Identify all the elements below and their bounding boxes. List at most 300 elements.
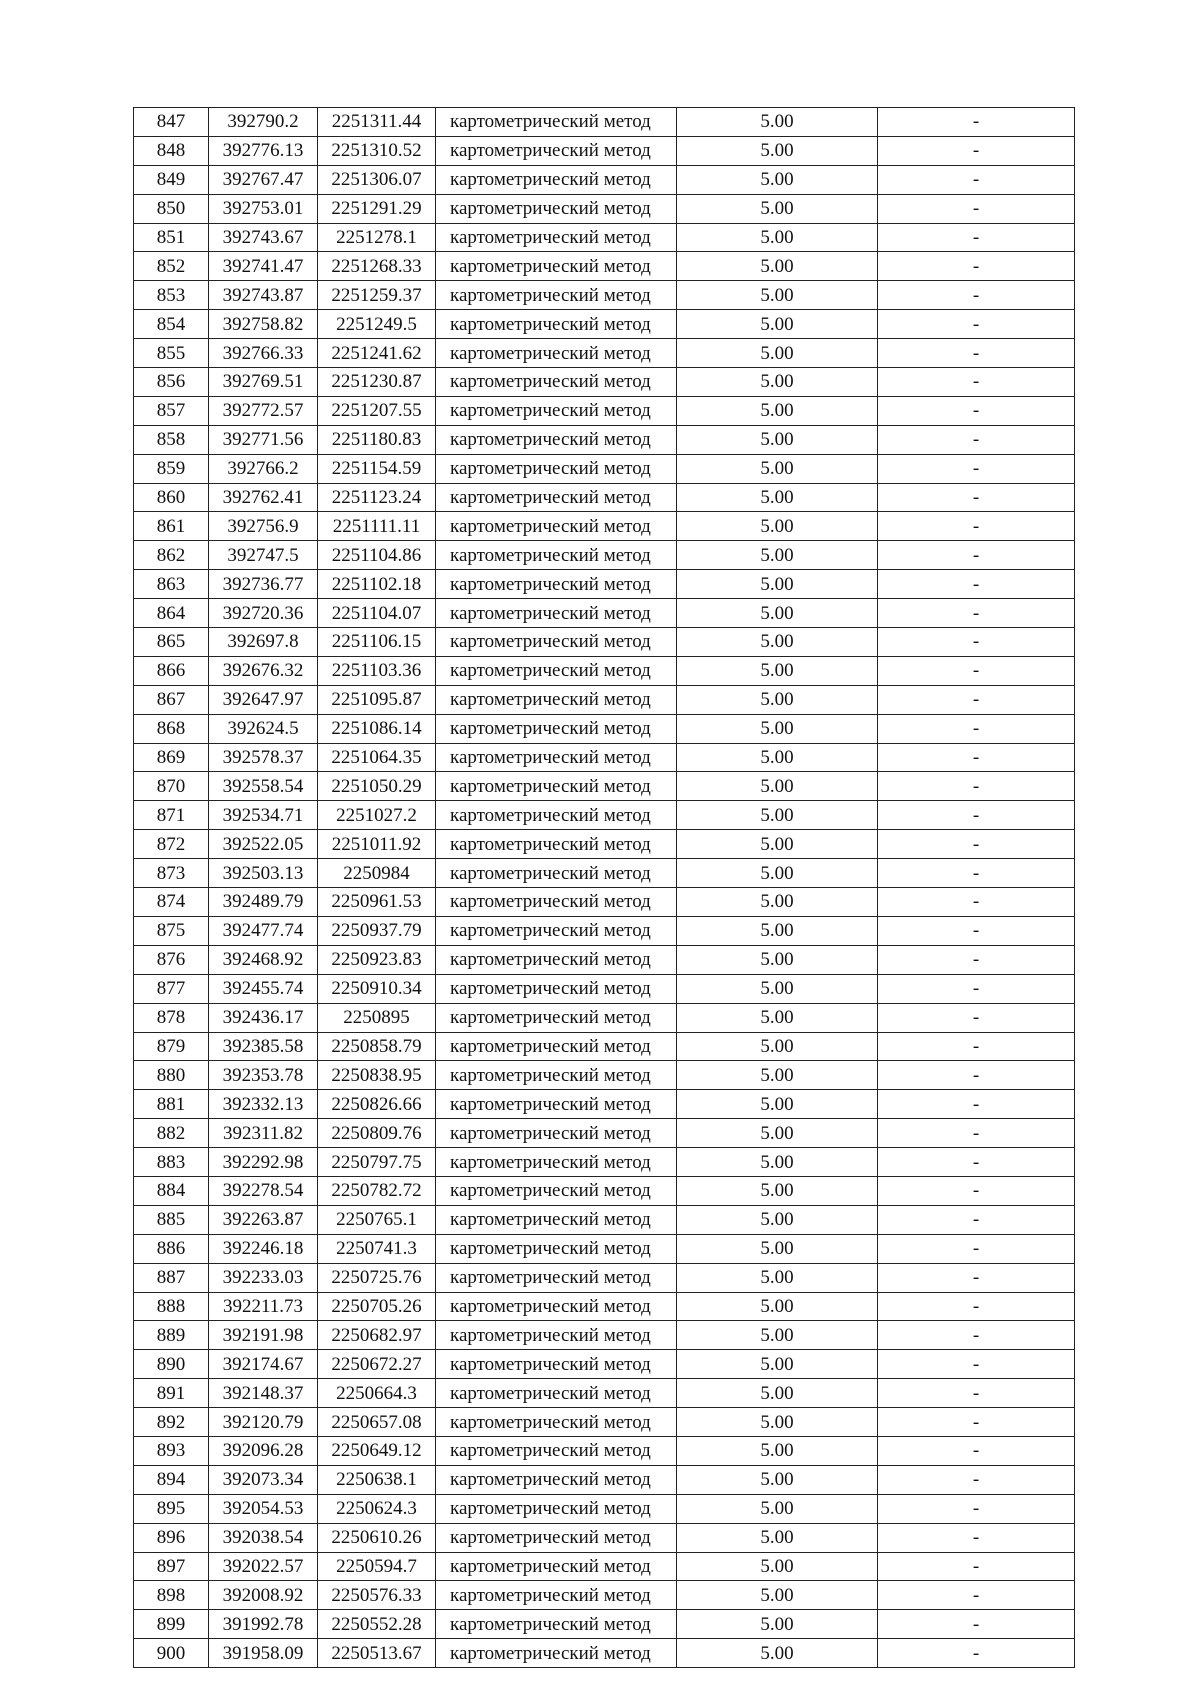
accuracy-cell: 5.00 (677, 483, 878, 512)
accuracy-cell: 5.00 (677, 1610, 878, 1639)
y-coordinate-cell: 2250797.75 (318, 1148, 436, 1177)
description-cell: - (878, 599, 1075, 628)
method-cell: картометрический метод (436, 1205, 677, 1234)
point-number-cell: 895 (134, 1494, 209, 1523)
table-row (134, 916, 1075, 945)
point-number-cell: 859 (134, 454, 209, 483)
accuracy-cell: 5.00 (677, 512, 878, 541)
x-coordinate-cell: 392769.51 (209, 368, 318, 397)
point-number-cell: 855 (134, 339, 209, 368)
y-coordinate-cell: 2251123.24 (318, 483, 436, 512)
x-coordinate-cell: 392647.97 (209, 685, 318, 714)
method-cell: картометрический метод (436, 743, 677, 772)
table-row (134, 194, 1075, 223)
x-coordinate-cell: 392311.82 (209, 1119, 318, 1148)
accuracy-cell: 5.00 (677, 772, 878, 801)
y-coordinate-cell: 2250741.3 (318, 1234, 436, 1263)
y-coordinate-cell: 2250664.3 (318, 1379, 436, 1408)
y-coordinate-cell: 2250858.79 (318, 1032, 436, 1061)
point-number-cell: 880 (134, 1061, 209, 1090)
table-row (134, 310, 1075, 339)
y-coordinate-cell: 2250782.72 (318, 1176, 436, 1205)
accuracy-cell: 5.00 (677, 743, 878, 772)
accuracy-cell: 5.00 (677, 368, 878, 397)
description-cell: - (878, 945, 1075, 974)
point-number-cell: 883 (134, 1148, 209, 1177)
accuracy-cell: 5.00 (677, 974, 878, 1003)
x-coordinate-cell: 392054.53 (209, 1494, 318, 1523)
y-coordinate-cell: 2250705.26 (318, 1292, 436, 1321)
accuracy-cell: 5.00 (677, 1032, 878, 1061)
description-cell: - (878, 454, 1075, 483)
y-coordinate-cell: 2250725.76 (318, 1263, 436, 1292)
y-coordinate-cell: 2251180.83 (318, 425, 436, 454)
x-coordinate-cell: 392767.47 (209, 165, 318, 194)
point-number-cell: 850 (134, 194, 209, 223)
method-cell: картометрический метод (436, 830, 677, 859)
point-number-cell: 891 (134, 1379, 209, 1408)
point-number-cell: 876 (134, 945, 209, 974)
table-row (134, 859, 1075, 888)
point-number-cell: 896 (134, 1523, 209, 1552)
x-coordinate-cell: 392120.79 (209, 1408, 318, 1437)
point-number-cell: 890 (134, 1350, 209, 1379)
y-coordinate-cell: 2251241.62 (318, 339, 436, 368)
description-cell: - (878, 1436, 1075, 1465)
accuracy-cell: 5.00 (677, 830, 878, 859)
table-row (134, 1494, 1075, 1523)
method-cell: картометрический метод (436, 136, 677, 165)
description-cell: - (878, 281, 1075, 310)
y-coordinate-cell: 2251268.33 (318, 252, 436, 281)
description-cell: - (878, 1148, 1075, 1177)
description-cell: - (878, 830, 1075, 859)
method-cell: картометрический метод (436, 310, 677, 339)
table-row (134, 1234, 1075, 1263)
method-cell: картометрический метод (436, 483, 677, 512)
accuracy-cell: 5.00 (677, 1523, 878, 1552)
x-coordinate-cell: 392489.79 (209, 888, 318, 917)
method-cell: картометрический метод (436, 252, 677, 281)
point-number-cell: 848 (134, 136, 209, 165)
accuracy-cell: 5.00 (677, 1263, 878, 1292)
method-cell: картометрический метод (436, 1581, 677, 1610)
x-coordinate-cell: 392772.57 (209, 396, 318, 425)
x-coordinate-cell: 392766.33 (209, 339, 318, 368)
point-number-cell: 867 (134, 685, 209, 714)
table-row (134, 1148, 1075, 1177)
coordinates-table (133, 107, 1075, 1668)
y-coordinate-cell: 2250649.12 (318, 1436, 436, 1465)
table-row (134, 368, 1075, 397)
x-coordinate-cell: 392292.98 (209, 1148, 318, 1177)
y-coordinate-cell: 2251207.55 (318, 396, 436, 425)
y-coordinate-cell: 2251291.29 (318, 194, 436, 223)
method-cell: картометрический метод (436, 685, 677, 714)
point-number-cell: 858 (134, 425, 209, 454)
point-number-cell: 849 (134, 165, 209, 194)
x-coordinate-cell: 392038.54 (209, 1523, 318, 1552)
point-number-cell: 893 (134, 1436, 209, 1465)
table-row (134, 136, 1075, 165)
accuracy-cell: 5.00 (677, 310, 878, 339)
method-cell: картометрический метод (436, 1234, 677, 1263)
method-cell: картометрический метод (436, 772, 677, 801)
table-row (134, 772, 1075, 801)
description-cell: - (878, 1494, 1075, 1523)
method-cell: картометрический метод (436, 1552, 677, 1581)
description-cell: - (878, 1003, 1075, 1032)
method-cell: картометрический метод (436, 1176, 677, 1205)
table-row (134, 1379, 1075, 1408)
point-number-cell: 892 (134, 1408, 209, 1437)
accuracy-cell: 5.00 (677, 1061, 878, 1090)
x-coordinate-cell: 392776.13 (209, 136, 318, 165)
y-coordinate-cell: 2250682.97 (318, 1321, 436, 1350)
x-coordinate-cell: 392790.2 (209, 108, 318, 137)
description-cell: - (878, 108, 1075, 137)
method-cell: картометрический метод (436, 1321, 677, 1350)
table-row (134, 1176, 1075, 1205)
x-coordinate-cell: 392096.28 (209, 1436, 318, 1465)
table-row (134, 1639, 1075, 1668)
point-number-cell: 852 (134, 252, 209, 281)
description-cell: - (878, 1552, 1075, 1581)
description-cell: - (878, 425, 1075, 454)
description-cell: - (878, 339, 1075, 368)
method-cell: картометрический метод (436, 599, 677, 628)
accuracy-cell: 5.00 (677, 1581, 878, 1610)
method-cell: картометрический метод (436, 1408, 677, 1437)
method-cell: картометрический метод (436, 1436, 677, 1465)
description-cell: - (878, 656, 1075, 685)
y-coordinate-cell: 2251230.87 (318, 368, 436, 397)
table-row (134, 1552, 1075, 1581)
accuracy-cell: 5.00 (677, 1148, 878, 1177)
y-coordinate-cell: 2251311.44 (318, 108, 436, 137)
description-cell: - (878, 1292, 1075, 1321)
accuracy-cell: 5.00 (677, 252, 878, 281)
method-cell: картометрический метод (436, 1465, 677, 1494)
table-row (134, 945, 1075, 974)
y-coordinate-cell: 2250624.3 (318, 1494, 436, 1523)
x-coordinate-cell: 392534.71 (209, 801, 318, 830)
y-coordinate-cell: 2251154.59 (318, 454, 436, 483)
y-coordinate-cell: 2251064.35 (318, 743, 436, 772)
accuracy-cell: 5.00 (677, 454, 878, 483)
x-coordinate-cell: 392503.13 (209, 859, 318, 888)
table-row (134, 1090, 1075, 1119)
x-coordinate-cell: 392211.73 (209, 1292, 318, 1321)
description-cell: - (878, 685, 1075, 714)
x-coordinate-cell: 392743.87 (209, 281, 318, 310)
description-cell: - (878, 368, 1075, 397)
description-cell: - (878, 1523, 1075, 1552)
x-coordinate-cell: 392676.32 (209, 656, 318, 685)
table-row (134, 1523, 1075, 1552)
accuracy-cell: 5.00 (677, 223, 878, 252)
y-coordinate-cell: 2250923.83 (318, 945, 436, 974)
point-number-cell: 898 (134, 1581, 209, 1610)
accuracy-cell: 5.00 (677, 136, 878, 165)
method-cell: картометрический метод (436, 1148, 677, 1177)
accuracy-cell: 5.00 (677, 541, 878, 570)
description-cell: - (878, 1176, 1075, 1205)
x-coordinate-cell: 392008.92 (209, 1581, 318, 1610)
y-coordinate-cell: 2251103.36 (318, 656, 436, 685)
description-cell: - (878, 165, 1075, 194)
table-row (134, 570, 1075, 599)
accuracy-cell: 5.00 (677, 1003, 878, 1032)
method-cell: картометрический метод (436, 1119, 677, 1148)
method-cell: картометрический метод (436, 425, 677, 454)
x-coordinate-cell: 392720.36 (209, 599, 318, 628)
accuracy-cell: 5.00 (677, 916, 878, 945)
x-coordinate-cell: 392522.05 (209, 830, 318, 859)
method-cell: картометрический метод (436, 1003, 677, 1032)
method-cell: картометрический метод (436, 1061, 677, 1090)
description-cell: - (878, 396, 1075, 425)
accuracy-cell: 5.00 (677, 1465, 878, 1494)
x-coordinate-cell: 392743.67 (209, 223, 318, 252)
y-coordinate-cell: 2251106.15 (318, 628, 436, 657)
x-coordinate-cell: 392477.74 (209, 916, 318, 945)
description-cell: - (878, 859, 1075, 888)
x-coordinate-cell: 392758.82 (209, 310, 318, 339)
method-cell: картометрический метод (436, 1610, 677, 1639)
table-row (134, 512, 1075, 541)
point-number-cell: 865 (134, 628, 209, 657)
point-number-cell: 861 (134, 512, 209, 541)
accuracy-cell: 5.00 (677, 801, 878, 830)
accuracy-cell: 5.00 (677, 1639, 878, 1668)
accuracy-cell: 5.00 (677, 685, 878, 714)
method-cell: картометрический метод (436, 108, 677, 137)
table-row (134, 541, 1075, 570)
y-coordinate-cell: 2250576.33 (318, 1581, 436, 1610)
point-number-cell: 894 (134, 1465, 209, 1494)
x-coordinate-cell: 392436.17 (209, 1003, 318, 1032)
accuracy-cell: 5.00 (677, 1119, 878, 1148)
table-row (134, 888, 1075, 917)
description-cell: - (878, 888, 1075, 917)
accuracy-cell: 5.00 (677, 1176, 878, 1205)
method-cell: картометрический метод (436, 801, 677, 830)
table-row (134, 743, 1075, 772)
description-cell: - (878, 1119, 1075, 1148)
y-coordinate-cell: 2250672.27 (318, 1350, 436, 1379)
accuracy-cell: 5.00 (677, 1090, 878, 1119)
point-number-cell: 857 (134, 396, 209, 425)
accuracy-cell: 5.00 (677, 108, 878, 137)
accuracy-cell: 5.00 (677, 628, 878, 657)
accuracy-cell: 5.00 (677, 281, 878, 310)
method-cell: картометрический метод (436, 223, 677, 252)
y-coordinate-cell: 2250826.66 (318, 1090, 436, 1119)
point-number-cell: 877 (134, 974, 209, 1003)
x-coordinate-cell: 392022.57 (209, 1552, 318, 1581)
description-cell: - (878, 1234, 1075, 1263)
y-coordinate-cell: 2250937.79 (318, 916, 436, 945)
point-number-cell: 870 (134, 772, 209, 801)
accuracy-cell: 5.00 (677, 1436, 878, 1465)
point-number-cell: 887 (134, 1263, 209, 1292)
y-coordinate-cell: 2251278.1 (318, 223, 436, 252)
y-coordinate-cell: 2250910.34 (318, 974, 436, 1003)
description-cell: - (878, 1061, 1075, 1090)
y-coordinate-cell: 2250552.28 (318, 1610, 436, 1639)
table-row (134, 685, 1075, 714)
accuracy-cell: 5.00 (677, 656, 878, 685)
table-row (134, 165, 1075, 194)
point-number-cell: 853 (134, 281, 209, 310)
method-cell: картометрический метод (436, 1494, 677, 1523)
method-cell: картометрический метод (436, 916, 677, 945)
point-number-cell: 872 (134, 830, 209, 859)
accuracy-cell: 5.00 (677, 1494, 878, 1523)
point-number-cell: 874 (134, 888, 209, 917)
table-row (134, 1408, 1075, 1437)
y-coordinate-cell: 2250838.95 (318, 1061, 436, 1090)
description-cell: - (878, 743, 1075, 772)
y-coordinate-cell: 2251086.14 (318, 714, 436, 743)
point-number-cell: 885 (134, 1205, 209, 1234)
accuracy-cell: 5.00 (677, 1408, 878, 1437)
method-cell: картометрический метод (436, 1350, 677, 1379)
x-coordinate-cell: 392756.9 (209, 512, 318, 541)
method-cell: картометрический метод (436, 1263, 677, 1292)
method-cell: картометрический метод (436, 194, 677, 223)
method-cell: картометрический метод (436, 974, 677, 1003)
table-row (134, 1436, 1075, 1465)
description-cell: - (878, 714, 1075, 743)
method-cell: картометрический метод (436, 339, 677, 368)
table-row (134, 108, 1075, 137)
accuracy-cell: 5.00 (677, 1350, 878, 1379)
description-cell: - (878, 570, 1075, 599)
method-cell: картометрический метод (436, 1639, 677, 1668)
y-coordinate-cell: 2250638.1 (318, 1465, 436, 1494)
x-coordinate-cell: 392771.56 (209, 425, 318, 454)
table-row (134, 1032, 1075, 1061)
table-row (134, 483, 1075, 512)
description-cell: - (878, 1090, 1075, 1119)
method-cell: картометрический метод (436, 454, 677, 483)
y-coordinate-cell: 2251027.2 (318, 801, 436, 830)
accuracy-cell: 5.00 (677, 1552, 878, 1581)
table-row (134, 396, 1075, 425)
x-coordinate-cell: 392332.13 (209, 1090, 318, 1119)
table-row (134, 628, 1075, 657)
table-row (134, 1061, 1075, 1090)
y-coordinate-cell: 2251259.37 (318, 281, 436, 310)
description-cell: - (878, 1205, 1075, 1234)
point-number-cell: 897 (134, 1552, 209, 1581)
description-cell: - (878, 974, 1075, 1003)
point-number-cell: 863 (134, 570, 209, 599)
point-number-cell: 889 (134, 1321, 209, 1350)
description-cell: - (878, 310, 1075, 339)
x-coordinate-cell: 392233.03 (209, 1263, 318, 1292)
x-coordinate-cell: 391958.09 (209, 1639, 318, 1668)
table-row (134, 830, 1075, 859)
accuracy-cell: 5.00 (677, 1321, 878, 1350)
table-row (134, 1350, 1075, 1379)
method-cell: картометрический метод (436, 714, 677, 743)
table-row (134, 339, 1075, 368)
point-number-cell: 862 (134, 541, 209, 570)
description-cell: - (878, 1263, 1075, 1292)
table-row (134, 252, 1075, 281)
point-number-cell: 860 (134, 483, 209, 512)
method-cell: картометрический метод (436, 165, 677, 194)
x-coordinate-cell: 392455.74 (209, 974, 318, 1003)
y-coordinate-cell: 2251111.11 (318, 512, 436, 541)
accuracy-cell: 5.00 (677, 714, 878, 743)
x-coordinate-cell: 392766.2 (209, 454, 318, 483)
method-cell: картометрический метод (436, 656, 677, 685)
description-cell: - (878, 483, 1075, 512)
table-row (134, 801, 1075, 830)
description-cell: - (878, 628, 1075, 657)
point-number-cell: 886 (134, 1234, 209, 1263)
y-coordinate-cell: 2251050.29 (318, 772, 436, 801)
y-coordinate-cell: 2250961.53 (318, 888, 436, 917)
y-coordinate-cell: 2251306.07 (318, 165, 436, 194)
point-number-cell: 854 (134, 310, 209, 339)
method-cell: картометрический метод (436, 945, 677, 974)
y-coordinate-cell: 2251102.18 (318, 570, 436, 599)
method-cell: картометрический метод (436, 1523, 677, 1552)
x-coordinate-cell: 392736.77 (209, 570, 318, 599)
description-cell: - (878, 1639, 1075, 1668)
x-coordinate-cell: 392174.67 (209, 1350, 318, 1379)
accuracy-cell: 5.00 (677, 1205, 878, 1234)
accuracy-cell: 5.00 (677, 425, 878, 454)
x-coordinate-cell: 392624.5 (209, 714, 318, 743)
method-cell: картометрический метод (436, 541, 677, 570)
description-cell: - (878, 512, 1075, 541)
method-cell: картометрический метод (436, 888, 677, 917)
x-coordinate-cell: 392385.58 (209, 1032, 318, 1061)
y-coordinate-cell: 2250765.1 (318, 1205, 436, 1234)
method-cell: картометрический метод (436, 1032, 677, 1061)
accuracy-cell: 5.00 (677, 339, 878, 368)
table-row (134, 656, 1075, 685)
point-number-cell: 868 (134, 714, 209, 743)
x-coordinate-cell: 392278.54 (209, 1176, 318, 1205)
description-cell: - (878, 1321, 1075, 1350)
table-row (134, 454, 1075, 483)
table-row (134, 1263, 1075, 1292)
x-coordinate-cell: 392578.37 (209, 743, 318, 772)
point-number-cell: 881 (134, 1090, 209, 1119)
y-coordinate-cell: 2250513.67 (318, 1639, 436, 1668)
y-coordinate-cell: 2251095.87 (318, 685, 436, 714)
accuracy-cell: 5.00 (677, 165, 878, 194)
method-cell: картометрический метод (436, 281, 677, 310)
point-number-cell: 869 (134, 743, 209, 772)
table-row (134, 1292, 1075, 1321)
point-number-cell: 847 (134, 108, 209, 137)
accuracy-cell: 5.00 (677, 570, 878, 599)
table-row (134, 425, 1075, 454)
point-number-cell: 871 (134, 801, 209, 830)
x-coordinate-cell: 392762.41 (209, 483, 318, 512)
point-number-cell: 875 (134, 916, 209, 945)
x-coordinate-cell: 392353.78 (209, 1061, 318, 1090)
accuracy-cell: 5.00 (677, 1292, 878, 1321)
